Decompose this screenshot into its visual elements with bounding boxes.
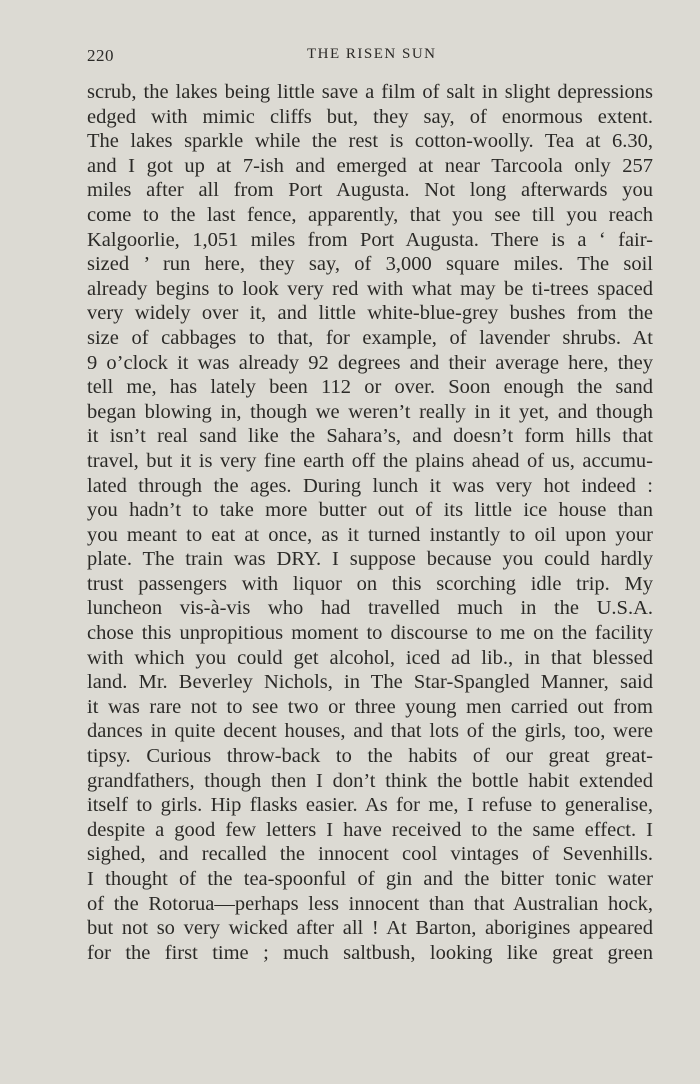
- text-line: size of cabbages to that, for example, of lavender shrubs. At: [87, 326, 653, 349]
- text-line: 9 o’clock it was already 92 degrees and their average here, they: [87, 351, 653, 374]
- text-line: trust passengers with liquor on this scorching idle trip. My: [87, 572, 653, 595]
- text-line: itself to girls. Hip flasks easier. As for me, I refuse to generalise,: [87, 794, 653, 817]
- text-line: luncheon vis-à-vis who had travelled much in the U.S.A.: [87, 597, 653, 620]
- text-line: with which you could get alcohol, iced ad lib., in that blessed: [87, 646, 653, 669]
- text-line: edged with mimic cliffs but, they say, of enormous extent.: [87, 105, 653, 128]
- text-line: tell me, has lately been 112 or over. Soon enough the sand: [87, 376, 653, 399]
- text-line: The lakes sparkle while the rest is cotton-woolly. Tea at 6.30,: [87, 130, 653, 153]
- text-line: but not so very wicked after all ! At Barton, aborigines appeared: [87, 917, 653, 940]
- text-line: come to the last fence, apparently, that you see till you reach: [87, 203, 653, 226]
- text-line: sized ’ run here, they say, of 3,000 square miles. The soil: [87, 253, 653, 276]
- text-line: sighed, and recalled the innocent cool vintages of Sevenhills.: [87, 843, 653, 866]
- text-line: already begins to look very red with what may be ti-trees spaced: [87, 277, 653, 300]
- text-line: miles after all from Port Augusta. Not long afterwards you: [87, 179, 653, 202]
- running-head: THE RISEN SUN: [307, 46, 437, 62]
- text-line: tipsy. Curious throw-back to the habits of our great great-: [87, 745, 653, 768]
- page-number: 220: [87, 46, 114, 65]
- text-line: plate. The train was DRY. I suppose because you could hardly: [87, 548, 653, 571]
- text-line: very widely over it, and little white-blue-grey bushes from the: [87, 302, 653, 325]
- text-line: dances in quite decent houses, and that lots of the girls, too, were: [87, 720, 653, 743]
- text-line: lated through the ages. During lunch it was very hot indeed :: [87, 474, 653, 497]
- text-line: for the first time ; much saltbush, looking like great green: [87, 941, 653, 964]
- text-line: Kalgoorlie, 1,051 miles from Port Augusta. There is a ‘ fair-: [87, 228, 653, 251]
- body-text: [87, 80, 653, 965]
- text-line: land. Mr. Beverley Nichols, in The Star-Spangled Manner, said: [87, 671, 653, 694]
- page-header: [87, 46, 653, 68]
- text-line: began blowing in, though we weren’t really in it yet, and though: [87, 400, 653, 423]
- text-line: travel, but it is very fine earth off the plains ahead of us, accumu-: [87, 449, 653, 472]
- text-line: grandfathers, though then I don’t think the bottle habit extended: [87, 769, 653, 792]
- text-line: scrub, the lakes being little save a film of salt in slight depressions: [87, 81, 653, 103]
- text-line: it isn’t real sand like the Sahara’s, and doesn’t form hills that: [87, 425, 653, 448]
- text-line: despite a good few letters I have received to the same effect. I: [87, 818, 653, 841]
- text-line: and I got up at 7-ish and emerged at near Tarcoola only 257: [87, 154, 653, 177]
- text-line: it was rare not to see two or three young men carried out from: [87, 695, 653, 718]
- text-line: chose this unpropitious moment to discourse to me on the facility: [87, 622, 653, 645]
- text-line: you meant to eat at once, as it turned instantly to oil upon your: [87, 523, 653, 546]
- text-line: of the Rotorua—perhaps less innocent than that Australian hock,: [87, 892, 653, 915]
- text-line: I thought of the tea-spoonful of gin and the bitter tonic water: [87, 868, 653, 890]
- text-line: you hadn’t to take more butter out of its little ice house than: [87, 499, 653, 522]
